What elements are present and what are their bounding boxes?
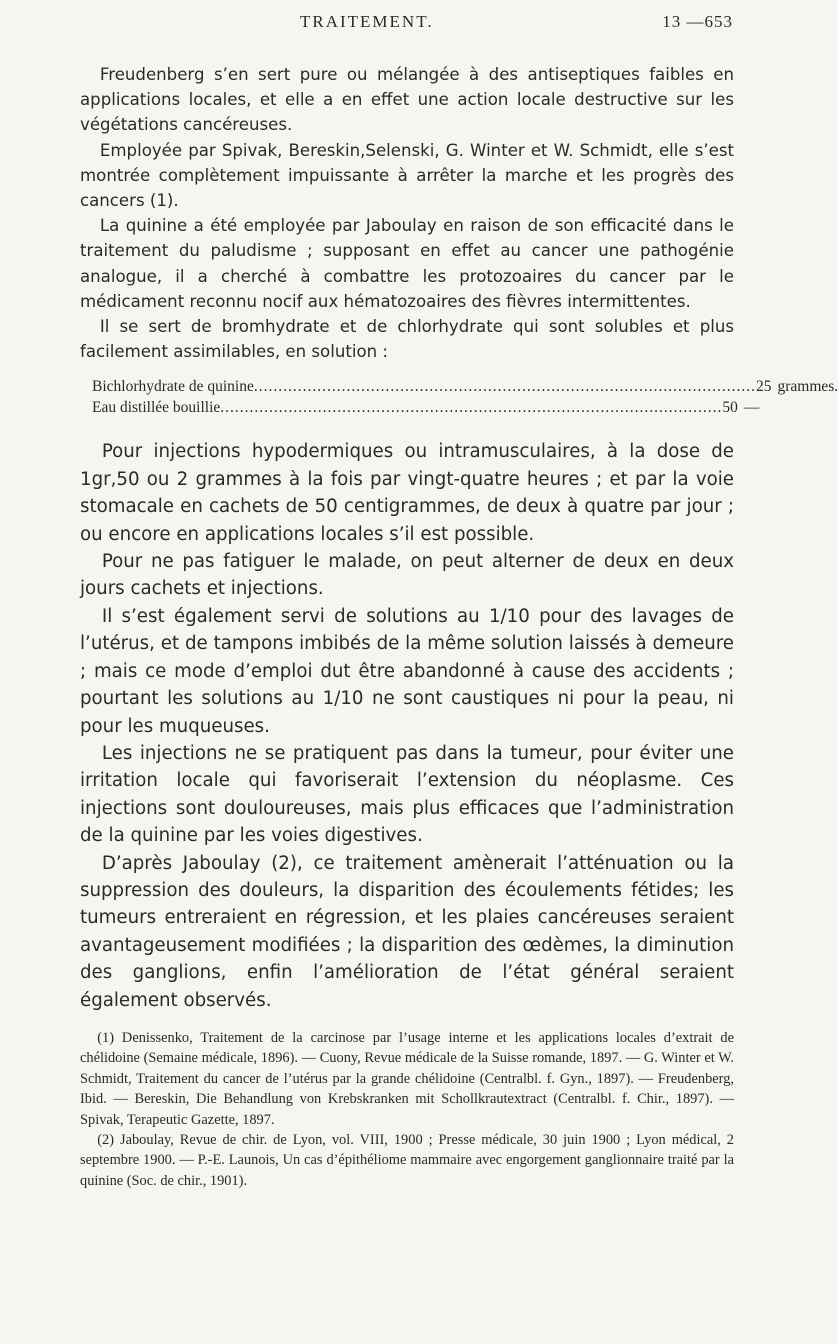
- paragraph: Il s’est également servi de solutions au 1/10 pour des lavages de l’utérus, et de tampons imbibés de la même solution laissés à demeure ; mais ce mode d’emploi dut être abandonné à cause des accidents ; pourtant les solutions au 1/10 ne sont caustiques ni pour la peau, ni pour les muqueuses.: [80, 605, 734, 737]
- paragraph: Employée par Spivak, Bereskin,Selenski, G. Winter et W. Schmidt, elle s’est montrée complètement impuissante à arrêter la marche et les progrès des cancers (1).: [80, 140, 734, 211]
- footnotes: [80, 1028, 734, 1191]
- page-number: 13 —653: [662, 12, 733, 31]
- running-title: TRAITEMENT.: [300, 12, 434, 31]
- paragraph: Pour injections hypodermiques ou intramusculaires, à la dose de 1gr,50 ou 2 grammes à la fois par vingt-quatre heures ; et par la voie stomacale en cachets de 50 centigrammes, de deux à quatre par jour ; ou encore en applications locales s’il est possible.: [80, 441, 734, 545]
- formula-ingredient: Eau distillée bouillie: [92, 399, 221, 417]
- formula-unit: —: [743, 399, 760, 417]
- formula-table: [80, 376, 838, 418]
- formula-row: Eau distillée bouillie ....................................................................................................... 50 —: [92, 399, 760, 417]
- paragraph: La quinine a été employée par Jaboulay en raison de son efficacité dans le traitement du paludisme ; supposant en effet au cancer une pathogénie analogue, il a cherché à combattre les protozoaires du cancer par le médicament reconnu nocif aux hématozoaires des fièvres intermittentes.: [80, 216, 734, 311]
- formula-quantity: 25: [755, 378, 772, 396]
- footnote: (2) Jaboulay, Revue de chir. de Lyon, vol. VIII, 1900 ; Presse médicale, 30 juin 1900 ; Lyon médical, 2 septembre 1900. — P.-E. Launois, Un cas d’épithéliome mammaire avec engorgement ganglionnaire traité par la quinine (Soc. de chir., 1901).: [80, 1132, 734, 1189]
- paragraph: Freudenberg s’en sert pure ou mélangée à des antiseptiques faibles en applications locales, et elle a en effet une action locale destructive sur les végétations cancéreuses.: [80, 65, 734, 135]
- formula-unit: grammes.: [777, 378, 838, 396]
- footnote: (1) Denissenko, Traitement de la carcinose par l’usage interne et les applications locales d’extrait de chélidoine (Semaine médicale, 1896). — Cuony, Revue médicale de la Suisse romande, 1897. — G. Winter et W. Schmidt, Traitement du cancer de l’utérus par la grande chélidoine (Centralbl. f. Gyn., 1897). — Freudenberg, Ibid. — Bereskin, Die Behandlung von Krebskranken mit Schollkrautextract (Centralbl. f. Chir., 1897). — Spivak, Terapeutic Gazette, 1897.: [80, 1029, 734, 1128]
- page-header: [0, 12, 800, 42]
- formula-ingredient: Bichlorhydrate de quinine: [92, 378, 254, 396]
- paragraph: Pour ne pas fatiguer le malade, on peut alterner de deux en deux jours cachets et injections.: [80, 551, 734, 600]
- main-text: [80, 62, 838, 1191]
- paragraph: Les injections ne se pratiquent pas dans la tumeur, pour éviter une irritation locale qui favoriserait l’extension du néoplasme. Ces injections sont douloureuses, mais plus efficaces que l’administration de la quinine par les voies digestives.: [80, 742, 734, 847]
- paragraph: D’après Jaboulay (2), ce traitement amènerait l’atténuation ou la suppression des douleurs, la disparition des écoulements fétides; les tumeurs entreraient en régression, et les plaies cancéreuses seraient avantageusement modifiées ; la disparition des œdèmes, la diminution des ganglions, enfin l’amélioration de l’état général seraient également observés.: [80, 852, 734, 1011]
- formula-quantity: 50: [722, 399, 738, 417]
- formula-row: Bichlorhydrate de quinine ....................................................................................................... 25 grammes.: [92, 378, 838, 396]
- paragraph: Il se sert de bromhydrate et de chlorhydrate qui sont solubles et plus facilement assimilables, en solution :: [80, 317, 734, 362]
